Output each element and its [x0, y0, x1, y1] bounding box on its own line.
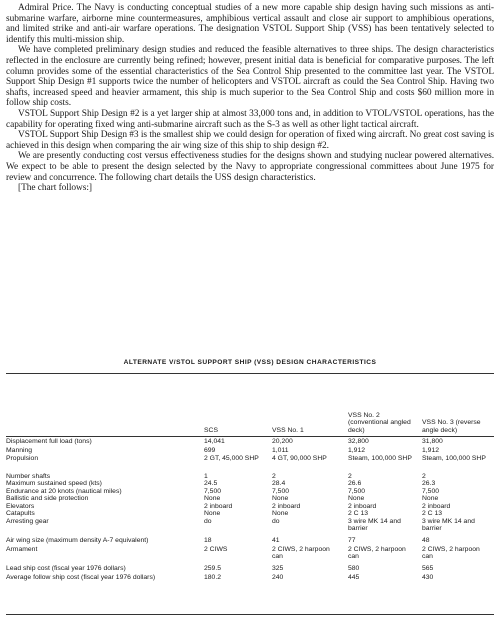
cell-vss1: 325 — [272, 565, 284, 572]
cell-vss2: 2 — [348, 472, 352, 480]
cell-scs: None — [204, 495, 221, 502]
header-vss3: VSS No. 3 (reverse angle deck) — [422, 419, 481, 434]
cell-vss3: 31,800 — [422, 438, 443, 445]
table-top-rule — [6, 373, 494, 374]
cell-scs: do — [204, 517, 212, 525]
table-row — [6, 495, 494, 503]
header-scs: SCS — [204, 426, 218, 434]
paragraph: VSTOL Support Ship Design #2 is a yet larger ship at almost 33,000 tons and, in addition to VTOL/VSTOL operations, has the capability for operating fixed wing anti-submarine aircraft such as the S-3 as well as other light tactical aircraft. — [6, 108, 494, 130]
header-rule — [6, 436, 494, 437]
table-row — [6, 447, 494, 455]
row-label: Air wing size (maximum density A-7 equivalent) — [6, 537, 149, 544]
cell-scs: 180.2 — [204, 574, 222, 581]
row-label: Propulsion — [6, 454, 39, 462]
cell-vss3: 1,912 — [422, 447, 440, 454]
table-row — [6, 488, 494, 496]
cell-vss1: 1,011 — [272, 447, 289, 454]
paragraph: [The chart follows:] — [18, 183, 92, 194]
cell-vss2: 7,500 — [348, 487, 366, 495]
row-label: Ballistic and side protection — [6, 495, 89, 502]
row-label: Number shafts — [6, 472, 51, 480]
table-title: ALTERNATE V/STOL SUPPORT SHIP (VSS) DESIGN CHARACTERISTICS — [123, 359, 377, 366]
row-label: Lead ship cost (fiscal year 1976 dollars) — [6, 565, 126, 572]
row-label: Armament — [6, 546, 38, 553]
table-bottom-rule — [6, 614, 494, 615]
cell-scs: 18 — [204, 537, 212, 544]
cell-scs: 14,041 — [204, 438, 225, 445]
cell-vss3: 565 — [422, 565, 434, 572]
cell-vss2: 2 CIWS, 2 harpoon can — [348, 546, 406, 561]
row-label: Catapults — [6, 510, 35, 517]
cell-vss1: 7,500 — [272, 487, 290, 495]
cell-vss3: 430 — [422, 574, 434, 581]
table-row — [6, 510, 494, 518]
table-row — [6, 503, 494, 511]
cell-vss2: 580 — [348, 565, 360, 572]
cell-vss3: None — [422, 495, 439, 502]
row-label: Displacement full load (tons) — [6, 438, 92, 445]
header-vss1: VSS No. 1 — [272, 426, 304, 434]
cell-vss1: None — [272, 510, 289, 517]
cell-vss2: 3 wire MK 14 and barrier — [348, 517, 401, 532]
cell-vss3: 2 inboard — [422, 502, 451, 510]
row-label: Maximum sustained speed (kts) — [6, 480, 102, 487]
cell-vss1: None — [272, 495, 289, 502]
cell-scs: 24.5 — [204, 480, 218, 487]
cell-vss2: Steam, 100,000 SHP — [348, 454, 412, 462]
testimony-text — [6, 3, 494, 194]
table-row — [6, 455, 494, 470]
paragraph: Admiral Price. The Navy is conducting conceptual studies of a new more capable ship design having such missions as anti-submarine warfare, airborne mine countermeasures, amphibious vertical assault and close air support to amphibious operations, and limited strike and anti-air warfare operations. The designation VSTOL Support Ship (VSS) has been tentatively selected to identify this multi-mission ship. — [6, 3, 494, 45]
cell-vss3: Steam, 100,000 SHP — [422, 454, 486, 462]
cell-vss3: 2 — [422, 472, 426, 480]
cell-vss3: 48 — [422, 537, 430, 544]
table-row — [6, 565, 494, 574]
table-row — [6, 438, 494, 447]
table-row — [6, 480, 494, 488]
cell-vss3: 26.3 — [422, 480, 436, 487]
cell-vss1: 2 — [272, 472, 276, 480]
table-header — [6, 380, 494, 434]
cell-scs: 2 inboard — [204, 502, 233, 510]
cell-vss2: 1,912 — [348, 447, 366, 454]
table-row — [6, 574, 494, 588]
cell-vss2: 445 — [348, 574, 360, 581]
cell-vss3: 7,500 — [422, 487, 440, 495]
cell-vss2: 2 C 13 — [348, 510, 369, 517]
paragraph: VSTOL Support Ship Design #3 is the smallest ship we could design for operation of fixed wing aircraft. No great cost saving is achieved in this design when comparing the air wing size of this ship to ship design #2. — [6, 130, 494, 151]
cell-vss1: 28.4 — [272, 480, 286, 487]
cell-vss1: 2 CIWS, 2 harpoon can — [272, 546, 330, 561]
paragraph: We have completed preliminary design studies and reduced the feasible alternatives to three ships. The design characteristics reflected in the enclosure are currently being refined; however, present initial data is beneficial for comparative purposes. The left column provides some of the essential characteristics of the Sea Control Ship presented to the committee last year. The VSTOL Support Ship Design #1 supports twice the number of helicopters and VSTOL aircraft as could the Sea Control Ship. Having two shafts, increased speed and heavier armament, this ship is much superior to the Sea Control Ship and costs $60 million more in follow ship costs. — [6, 45, 494, 109]
cell-vss2: 2 inboard — [348, 502, 377, 510]
table-row — [6, 537, 494, 546]
table-row — [6, 518, 494, 536]
row-label: Endurance at 20 knots (nautical miles) — [6, 487, 122, 495]
row-label: Elevators — [6, 502, 35, 510]
cell-vss1: do — [272, 517, 280, 525]
row-label: Manning — [6, 447, 33, 454]
cell-vss2: 32,800 — [348, 438, 369, 445]
cell-vss3: 3 wire MK 14 and barrier — [422, 517, 475, 532]
cell-scs: 7,500 — [204, 487, 222, 495]
cell-vss1: 240 — [272, 574, 284, 581]
cell-vss1: 20,200 — [272, 438, 293, 445]
row-label: Average follow ship cost (fiscal year 1976 dollars) — [6, 574, 156, 581]
cell-vss3: 2 CIWS, 2 harpoon can — [422, 546, 480, 561]
cell-vss2: 26.6 — [348, 480, 362, 487]
cell-vss3: 2 C 13 — [422, 510, 443, 517]
row-label: Arresting gear — [6, 517, 49, 525]
cell-vss1: 4 GT, 90,000 SHP — [272, 454, 327, 462]
cell-vss2: None — [348, 495, 365, 502]
cell-vss1: 41 — [272, 537, 280, 544]
cell-scs: 2 GT, 45,000 SHP — [204, 454, 259, 462]
header-vss2: VSS No. 2 (conventional angled deck) — [348, 411, 411, 434]
cell-scs: 2 CIWS — [204, 546, 228, 553]
cell-scs: None — [204, 510, 221, 517]
cell-vss1: 2 inboard — [272, 502, 301, 510]
cell-scs: 1 — [204, 472, 208, 480]
table-body — [6, 438, 494, 588]
paragraph: We are presently conducting cost versus effectiveness studies for the designs shown and studying nuclear powered alternatives. We expect to be able to present the design selected by the Navy to appropriate congressional committees about June 1975 for review and concurrence. The following chart details the USS design characteristics. — [6, 151, 494, 183]
table-row — [6, 473, 494, 481]
table-row — [6, 546, 494, 563]
cell-scs: 699 — [204, 447, 216, 454]
cell-vss2: 77 — [348, 537, 356, 544]
cell-scs: 259.5 — [204, 565, 222, 572]
